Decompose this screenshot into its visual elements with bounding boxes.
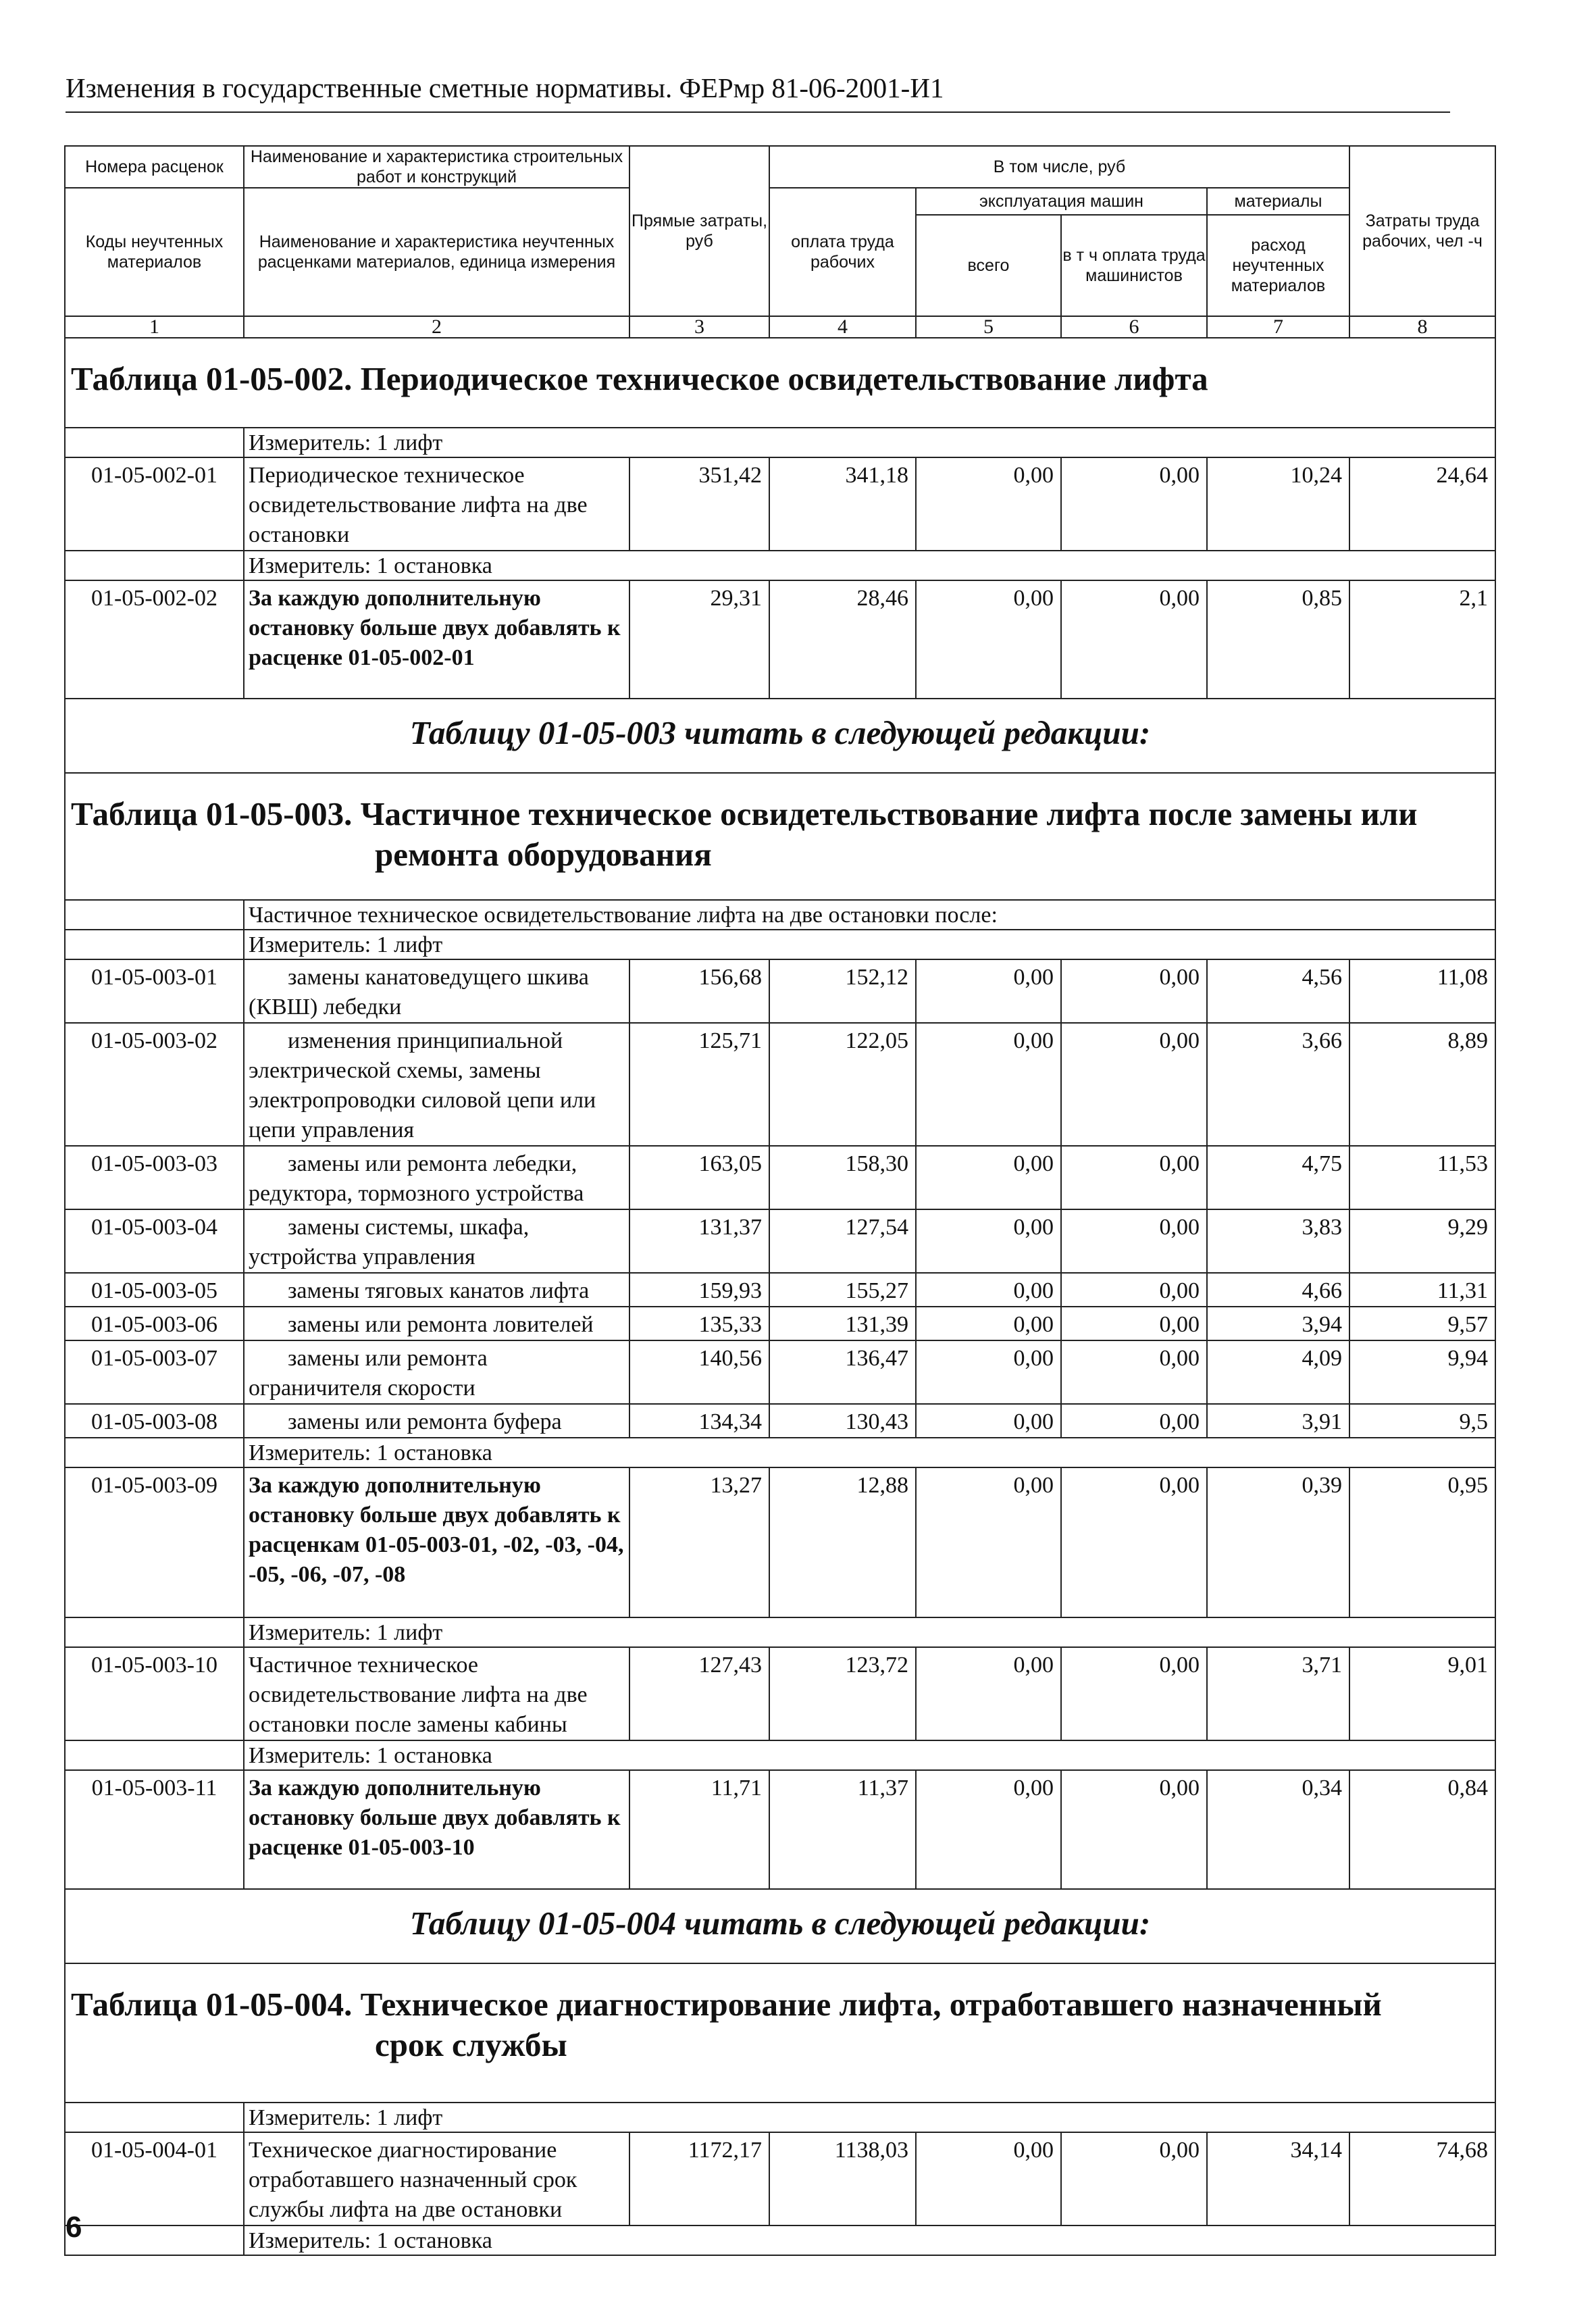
column-number: 2 [244,316,629,338]
worker-pay: 12,88 [769,1467,916,1617]
direct-costs: 1172,17 [629,2132,769,2225]
worker-pay: 122,05 [769,1023,916,1146]
operator-pay: 0,00 [1061,1273,1207,1307]
materials-cost: 4,75 [1207,1146,1349,1209]
machines-total: 0,00 [916,1209,1061,1273]
row-name: замены или ремонта ограничителя скорости [244,1340,629,1404]
machines-total: 0,00 [916,1770,1061,1889]
table-row [65,1404,1495,1438]
header-operator-pay: в т ч оплата труда машинистов [1061,215,1207,316]
header-direct-costs: Прямые затраты, руб [629,146,769,316]
header-codes-top: Номера расценок [65,146,244,188]
direct-costs: 159,93 [629,1273,769,1307]
operator-pay: 0,00 [1061,457,1207,551]
materials-cost: 34,14 [1207,2132,1349,2225]
worker-pay: 130,43 [769,1404,916,1438]
page-number: 6 [66,2211,82,2244]
rates-table [64,145,1496,2256]
worker-pay: 152,12 [769,959,916,1023]
direct-costs: 11,71 [629,1770,769,1889]
materials-cost: 0,34 [1207,1770,1349,1889]
column-number: 1 [65,316,244,338]
table-row [65,580,1495,699]
table-row [65,2132,1495,2225]
row-name: замены тяговых канатов лифта [244,1273,629,1307]
row-code: 01-05-003-07 [65,1340,244,1404]
worker-pay: 127,54 [769,1209,916,1273]
labor-hours: 9,5 [1349,1404,1495,1438]
materials-cost: 10,24 [1207,457,1349,551]
measure-unit: Измеритель: 1 остановка [244,2225,1495,2255]
machines-total: 0,00 [916,1273,1061,1307]
operator-pay: 0,00 [1061,1467,1207,1617]
table-row [65,1209,1495,1273]
column-number: 3 [629,316,769,338]
table-row [65,1467,1495,1617]
operator-pay: 0,00 [1061,1023,1207,1146]
labor-hours: 11,53 [1349,1146,1495,1209]
row-code: 01-05-002-01 [65,457,244,551]
edition-note: Таблицу 01-05-003 читать в следующей редакции: [65,699,1495,773]
direct-costs: 13,27 [629,1467,769,1617]
table-row [65,1647,1495,1740]
labor-hours: 9,94 [1349,1340,1495,1404]
labor-hours: 9,01 [1349,1647,1495,1740]
row-name: замены или ремонта ловителей [244,1307,629,1340]
operator-pay: 0,00 [1061,1146,1207,1209]
labor-hours: 11,31 [1349,1273,1495,1307]
row-code: 01-05-004-01 [65,2132,244,2225]
table-row [65,1340,1495,1404]
row-name: За каждую дополнительную остановку больше двух добавлять к расценке 01-05-002-01 [244,580,629,699]
section-title: Таблица 01-05-004. Техническое диагностирование лифта, отработавшего назначенный срок службы [65,1963,1495,2103]
labor-hours: 9,57 [1349,1307,1495,1340]
operator-pay: 0,00 [1061,1340,1207,1404]
header-codes-bottom: Коды неучтенных материалов [65,188,244,316]
operator-pay: 0,00 [1061,1647,1207,1740]
measure-unit: Измеритель: 1 лифт [244,428,1495,457]
materials-cost: 3,94 [1207,1307,1349,1340]
row-name: изменения принципиальной электрической схемы, замены электропроводки силовой цепи или цепи управления [244,1023,629,1146]
measure-unit: Измеритель: 1 остановка [244,551,1495,580]
worker-pay: 341,18 [769,457,916,551]
direct-costs: 351,42 [629,457,769,551]
labor-hours: 2,1 [1349,580,1495,699]
row-name: замены канатоведущего шкива (КВШ) лебедки [244,959,629,1023]
table-row [65,1770,1495,1889]
direct-costs: 125,71 [629,1023,769,1146]
operator-pay: 0,00 [1061,1404,1207,1438]
machines-total: 0,00 [916,959,1061,1023]
labor-hours: 0,95 [1349,1467,1495,1617]
row-name: замены системы, шкафа, устройства управления [244,1209,629,1273]
row-code: 01-05-003-03 [65,1146,244,1209]
row-code: 01-05-003-10 [65,1647,244,1740]
column-number: 5 [916,316,1061,338]
direct-costs: 140,56 [629,1340,769,1404]
operator-pay: 0,00 [1061,2132,1207,2225]
direct-costs: 135,33 [629,1307,769,1340]
column-number: 6 [1061,316,1207,338]
machines-total: 0,00 [916,457,1061,551]
row-code: 01-05-003-05 [65,1273,244,1307]
measure-unit: Измеритель: 1 остановка [244,1438,1495,1467]
materials-cost: 0,85 [1207,580,1349,699]
row-name: Периодическое техническое освидетельствование лифта на две остановки [244,457,629,551]
machines-total: 0,00 [916,1404,1061,1438]
table-row [65,1307,1495,1340]
machines-total: 0,00 [916,1146,1061,1209]
table-row [65,1146,1495,1209]
operator-pay: 0,00 [1061,580,1207,699]
section-title: Таблица 01-05-003. Частичное техническое освидетельствование лифта после замены или ремонта оборудования [65,773,1495,900]
measure-unit: Измеритель: 1 лифт [244,2103,1495,2132]
row-code: 01-05-003-02 [65,1023,244,1146]
row-code: 01-05-003-11 [65,1770,244,1889]
machines-total: 0,00 [916,580,1061,699]
row-code: 01-05-002-02 [65,580,244,699]
row-code: 01-05-003-08 [65,1404,244,1438]
measure-unit: Измеритель: 1 остановка [244,1740,1495,1770]
worker-pay: 155,27 [769,1273,916,1307]
machines-total: 0,00 [916,1023,1061,1146]
materials-cost: 4,66 [1207,1273,1349,1307]
header-worker-pay: оплата труда рабочих [769,188,916,316]
machines-total: 0,00 [916,1467,1061,1617]
measure-unit: Измеритель: 1 лифт [244,930,1495,959]
materials-cost: 0,39 [1207,1467,1349,1617]
worker-pay: 158,30 [769,1146,916,1209]
labor-hours: 74,68 [1349,2132,1495,2225]
labor-hours: 11,08 [1349,959,1495,1023]
worker-pay: 136,47 [769,1340,916,1404]
worker-pay: 123,72 [769,1647,916,1740]
table-row [65,1023,1495,1146]
row-name: За каждую дополнительную остановку больше двух добавлять к расценке 01-05-003-10 [244,1770,629,1889]
worker-pay: 131,39 [769,1307,916,1340]
header-materials: материалы [1207,188,1349,215]
direct-costs: 127,43 [629,1647,769,1740]
row-name: замены или ремонта буфера [244,1404,629,1438]
table-row [65,1273,1495,1307]
table-row [65,457,1495,551]
machines-total: 0,00 [916,1647,1061,1740]
measure-unit: Измеритель: 1 лифт [244,1617,1495,1647]
section-title: Таблица 01-05-002. Периодическое техническое освидетельствование лифта [65,338,1495,428]
materials-cost: 4,09 [1207,1340,1349,1404]
labor-hours: 24,64 [1349,457,1495,551]
operator-pay: 0,00 [1061,959,1207,1023]
direct-costs: 156,68 [629,959,769,1023]
edition-note: Таблицу 01-05-004 читать в следующей редакции: [65,1889,1495,1963]
column-number: 4 [769,316,916,338]
header-machines: эксплуатация машин [916,188,1207,215]
direct-costs: 131,37 [629,1209,769,1273]
section-intro: Частичное техническое освидетельствование лифта на две остановки после: [244,900,1495,930]
row-code: 01-05-003-06 [65,1307,244,1340]
row-code: 01-05-003-01 [65,959,244,1023]
labor-hours: 0,84 [1349,1770,1495,1889]
machines-total: 0,00 [916,2132,1061,2225]
labor-hours: 8,89 [1349,1023,1495,1146]
worker-pay: 28,46 [769,580,916,699]
machines-total: 0,00 [916,1307,1061,1340]
header-name-top: Наименование и характеристика строительных работ и конструкций [244,146,629,188]
labor-hours: 9,29 [1349,1209,1495,1273]
direct-costs: 163,05 [629,1146,769,1209]
row-name: Частичное техническое освидетельствование лифта на две остановки после замены кабины [244,1647,629,1740]
row-name: Техническое диагностирование отработавшего назначенный срок службы лифта на две остановки [244,2132,629,2225]
header-name-bottom: Наименование и характеристика неучтенных расценками материалов, единица измерения [244,188,629,316]
machines-total: 0,00 [916,1340,1061,1404]
row-name: замены или ремонта лебедки, редуктора, тормозного устройства [244,1146,629,1209]
operator-pay: 0,00 [1061,1209,1207,1273]
page-header: Изменения в государственные сметные нормативы. ФЕРмр 81-06-2001-И1 [66,71,1450,113]
header-including: В том числе, руб [769,146,1349,188]
column-number: 7 [1207,316,1349,338]
header-labor-hours: Затраты труда рабочих, чел -ч [1349,146,1495,316]
materials-cost: 3,91 [1207,1404,1349,1438]
row-code: 01-05-003-04 [65,1209,244,1273]
direct-costs: 29,31 [629,580,769,699]
row-name: За каждую дополнительную остановку больше двух добавлять к расценкам 01-05-003-01, -02, -03, -04, -05, -06, -07, -08 [244,1467,629,1617]
direct-costs: 134,34 [629,1404,769,1438]
worker-pay: 11,37 [769,1770,916,1889]
materials-cost: 3,83 [1207,1209,1349,1273]
materials-cost: 4,56 [1207,959,1349,1023]
materials-cost: 3,71 [1207,1647,1349,1740]
materials-cost: 3,66 [1207,1023,1349,1146]
operator-pay: 0,00 [1061,1770,1207,1889]
table-row [65,959,1495,1023]
operator-pay: 0,00 [1061,1307,1207,1340]
header-unaccounted-materials: расход неучтенных материалов [1207,215,1349,316]
header-machines-total: всего [916,215,1061,316]
column-number: 8 [1349,316,1495,338]
row-code: 01-05-003-09 [65,1467,244,1617]
worker-pay: 1138,03 [769,2132,916,2225]
